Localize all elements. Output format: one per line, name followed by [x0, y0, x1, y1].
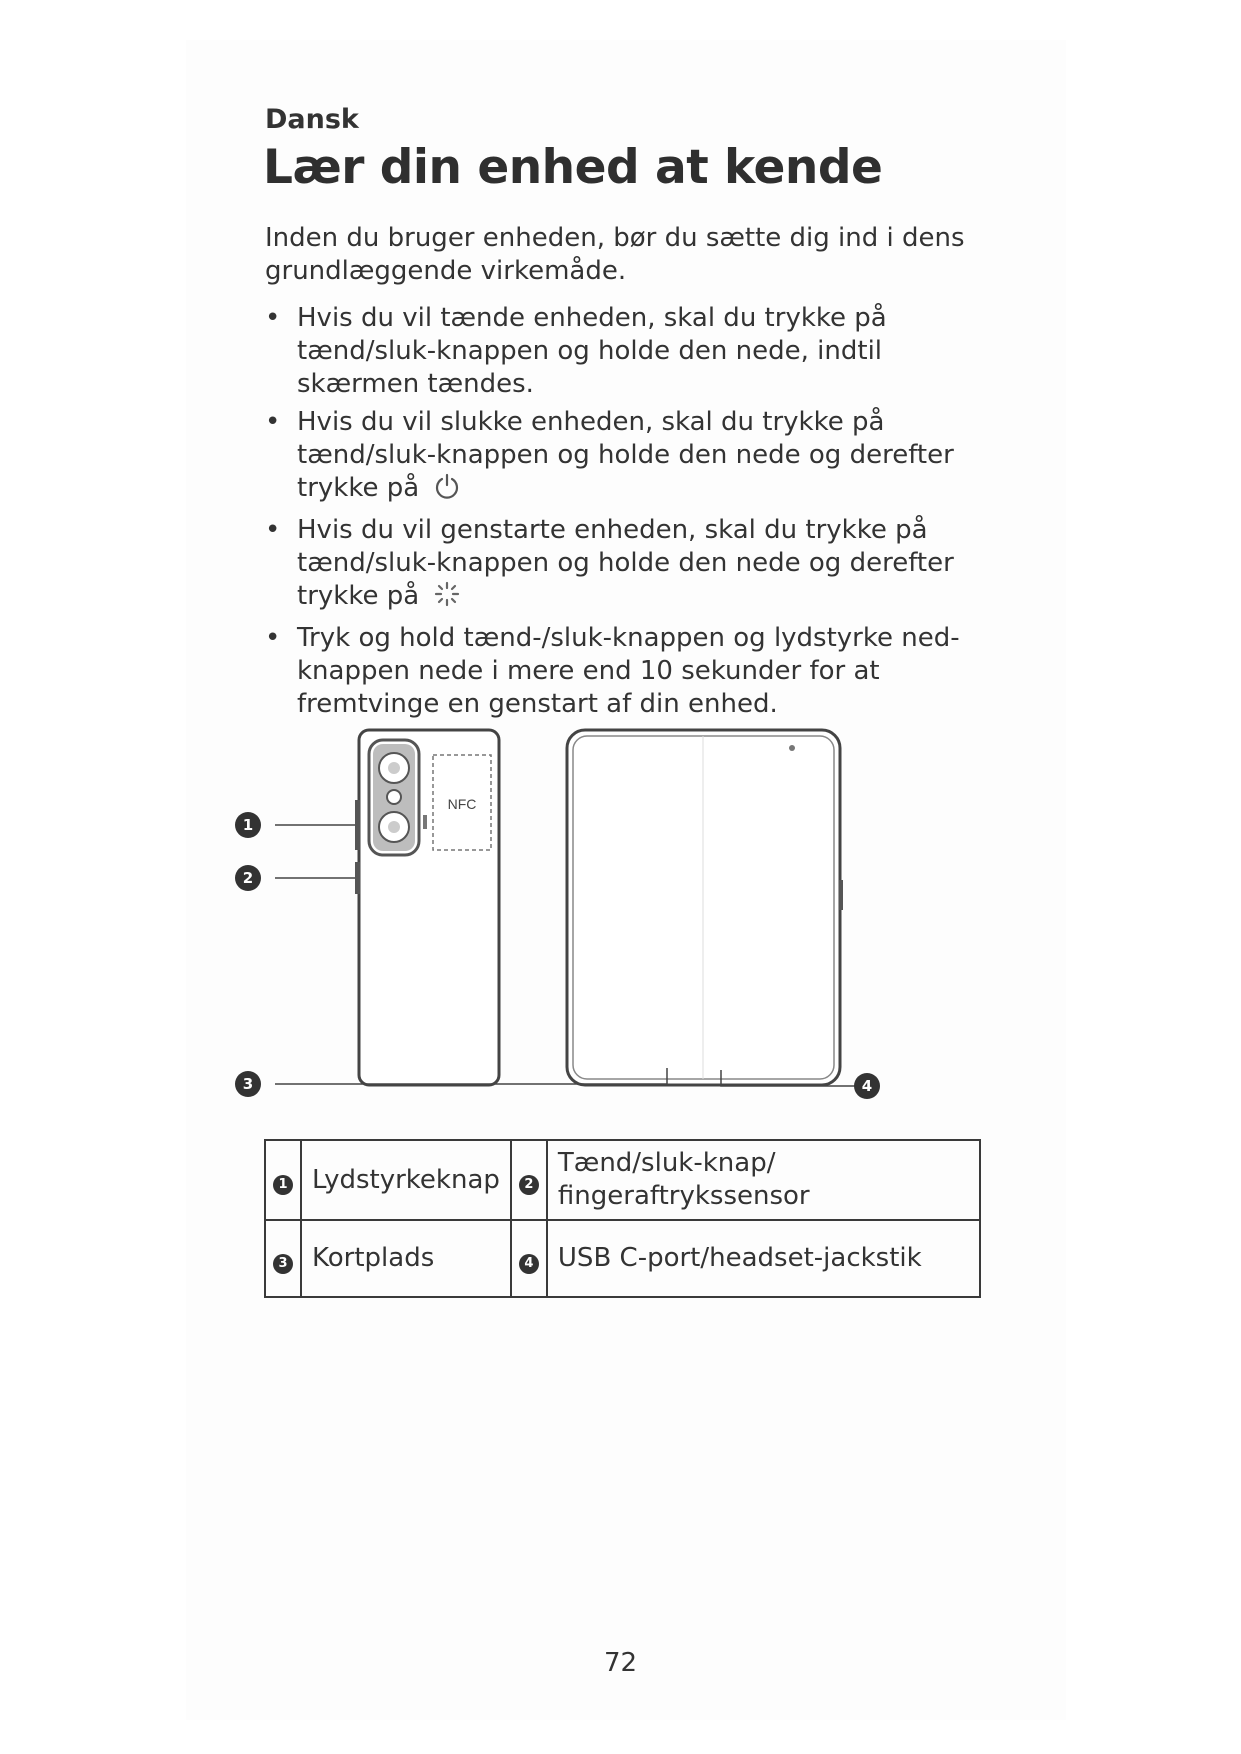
- legend-label: USB C-port/headset-jackstik: [547, 1220, 980, 1297]
- page-number: 72: [603, 1648, 638, 1678]
- flash-icon: [423, 815, 427, 829]
- legend-label: Kortplads: [301, 1220, 511, 1297]
- legend-number: 3: [273, 1254, 293, 1274]
- callout-2: 2: [242, 869, 254, 887]
- callout-3: 3: [242, 1075, 254, 1093]
- bullet-text: Hvis du vil genstarte enheden, skal du trykke på tænd/sluk-knappen og holde den nede og derefter trykke på: [297, 515, 954, 611]
- power-button: [355, 862, 360, 894]
- list-item: • Hvis du vil genstarte enheden, skal du trykke på tænd/sluk-knappen og holde den nede og derefter trykke på: [265, 514, 985, 617]
- restart-icon: [433, 580, 461, 617]
- volume-button: [355, 800, 360, 850]
- intro-paragraph: Inden du bruger enheden, bør du sætte dig ind i dens grundlæggende virkemåde.: [265, 223, 965, 286]
- list-item: • Tryk og hold tænd-/sluk-knappen og lydstyrke ned-knappen nede i mere end 10 sekunder for at fremtvinge en genstart af din enhed.: [265, 623, 960, 719]
- legend-label: Tænd/sluk-knap/ fingeraftrykssensor: [547, 1140, 980, 1220]
- legend-number: 2: [519, 1175, 539, 1195]
- table-row: [265, 1140, 980, 1220]
- callout-1: 1: [242, 816, 254, 834]
- table-row: [265, 1220, 980, 1297]
- front-camera-icon: [789, 745, 795, 751]
- legend-number: 4: [519, 1254, 539, 1274]
- power-icon: [433, 472, 461, 509]
- callout-4: 4: [861, 1077, 873, 1095]
- bullet-text: Hvis du vil slukke enheden, skal du trykke på tænd/sluk-knappen og holde den nede og derefter trykke på: [297, 407, 954, 503]
- page-title: Lær din enhed at kende: [263, 140, 883, 195]
- sensor-icon: [387, 790, 401, 804]
- legend-number: 1: [273, 1175, 293, 1195]
- list-item: • Hvis du vil tænde enheden, skal du trykke på tænd/sluk-knappen og holde den nede, indtil skærmen tændes.: [265, 303, 887, 399]
- bullet-text: Tryk og hold tænd-/sluk-knappen og lydstyrke ned-knappen nede i mere end 10 sekunder for at fremtvinge en genstart af din enhed.: [297, 623, 960, 719]
- legend-label: Lydstyrkeknap: [301, 1140, 511, 1220]
- list-item: • Hvis du vil slukke enheden, skal du trykke på tænd/sluk-knappen og holde den nede og derefter trykke på: [265, 406, 985, 509]
- nfc-label: NFC: [447, 796, 477, 812]
- language-label: Dansk: [265, 104, 359, 135]
- device-diagram: [242, 730, 985, 1130]
- instruction-list: [265, 302, 985, 726]
- component-legend-table: [264, 1139, 981, 1298]
- bullet-text: Hvis du vil tænde enheden, skal du trykke på tænd/sluk-knappen og holde den nede, indtil skærmen tændes.: [297, 303, 887, 399]
